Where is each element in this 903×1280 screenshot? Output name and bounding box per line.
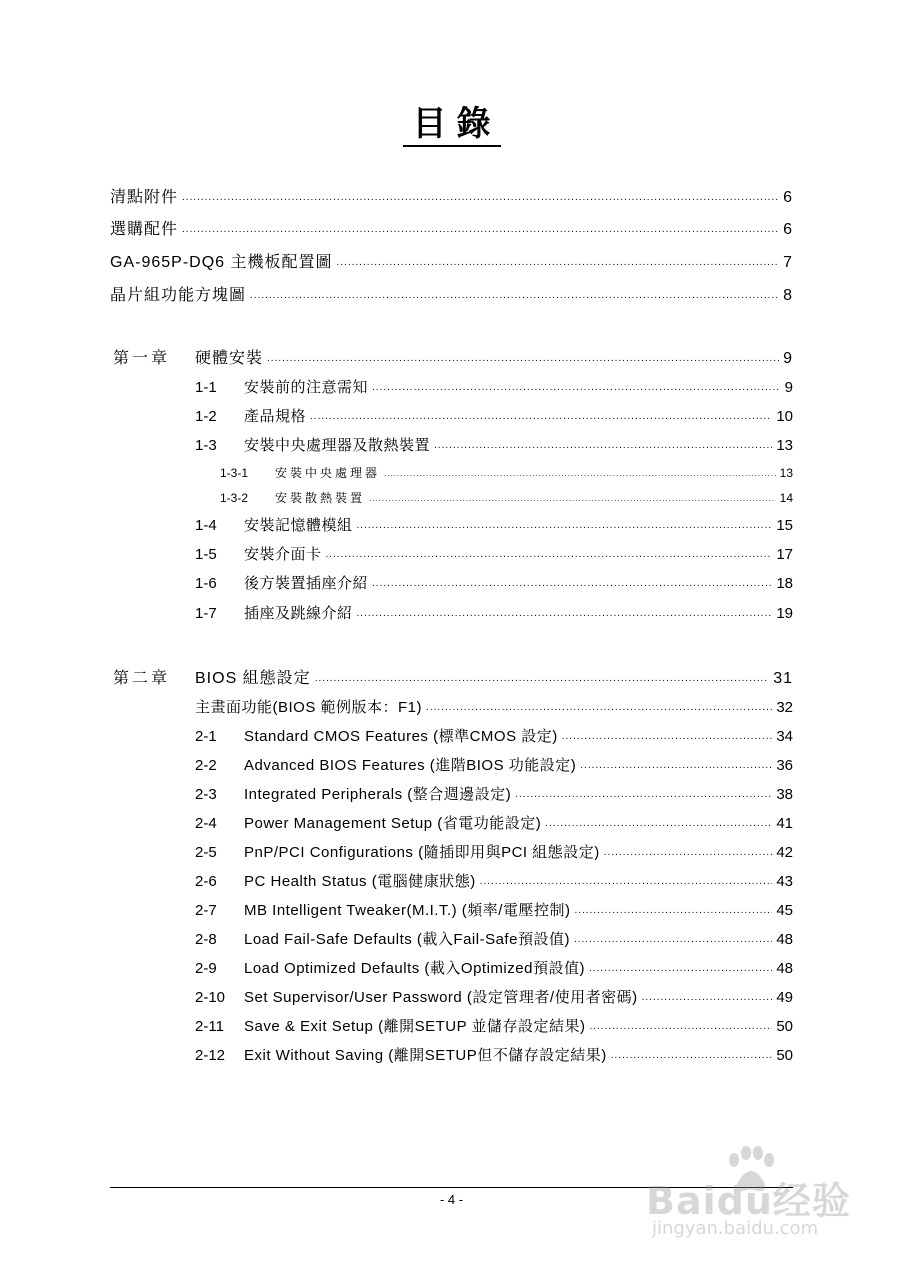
toc-entry-page: 8 xyxy=(783,287,793,304)
toc-entry-page: 6 xyxy=(783,189,793,206)
toc-section[interactable] xyxy=(195,1044,793,1065)
dot-leader xyxy=(372,579,772,589)
subsection-number: 1-3-2 xyxy=(220,491,249,505)
section-label: 後方裝置插座介紹 xyxy=(244,575,369,592)
section-label: PnP/PCI Configurations (隨插即用與PCI 組態設定) xyxy=(244,844,600,861)
section-page: 19 xyxy=(776,605,793,622)
section-page: 43 xyxy=(776,873,793,890)
section-page: 36 xyxy=(776,757,793,774)
watermark-url: jingyan.baidu.com xyxy=(652,1218,819,1239)
subsection-page: 14 xyxy=(779,491,793,505)
chapter-2-heading[interactable] xyxy=(113,665,793,688)
section-label: 主畫面功能(BIOS 範例版本：F1) xyxy=(195,699,423,716)
section-label: Load Optimized Defaults (載入Optimized預設值) xyxy=(244,960,585,977)
toc-section[interactable] xyxy=(195,783,793,804)
dot-leader xyxy=(574,906,772,916)
section-number: 1-5 xyxy=(195,546,217,563)
dot-leader xyxy=(267,354,779,364)
baidu-watermark xyxy=(646,1140,876,1250)
section-page: 32 xyxy=(776,699,793,716)
section-page: 17 xyxy=(776,546,793,563)
section-label: Exit Without Saving (離開SETUP但不儲存設定結果) xyxy=(244,1047,607,1064)
toc-section[interactable] xyxy=(195,754,793,775)
section-label: 安裝中央處理器及散熱裝置 xyxy=(244,437,431,454)
dot-leader xyxy=(611,1051,773,1061)
dot-leader xyxy=(434,441,772,451)
dot-leader xyxy=(369,495,776,503)
toc-section[interactable] xyxy=(195,899,793,920)
section-number: 1-2 xyxy=(195,408,217,425)
section-page: 9 xyxy=(784,379,793,396)
section-page: 41 xyxy=(776,815,793,832)
section-number: 1-7 xyxy=(195,605,217,622)
chapter-number: 第一章 xyxy=(113,350,171,367)
subsection-label: 安裝散熱裝置 xyxy=(275,491,366,505)
toc-entry-page: 6 xyxy=(783,221,793,238)
dot-leader xyxy=(372,383,781,393)
section-number: 2-7 xyxy=(195,902,217,919)
toc-entry-label: 清點附件 xyxy=(110,189,179,206)
dot-leader xyxy=(315,674,770,684)
section-label: 安裝記憶體模組 xyxy=(244,517,353,534)
section-label: Integrated Peripherals (整合週邊設定) xyxy=(244,786,512,803)
dot-leader xyxy=(642,993,773,1003)
toc-section[interactable] xyxy=(195,870,793,891)
dot-leader xyxy=(604,848,773,858)
section-page: 34 xyxy=(776,728,793,745)
toc-entry-label: 晶片組功能方塊圖 xyxy=(110,287,247,304)
page-number: - 4 - xyxy=(439,1192,464,1207)
dot-leader xyxy=(357,521,773,531)
chapter-title: BIOS 組態設定 xyxy=(195,670,311,687)
page-title: 目錄 xyxy=(0,96,903,145)
chapter-number: 第二章 xyxy=(113,670,171,687)
toc-section[interactable] xyxy=(195,986,793,1007)
dot-leader xyxy=(580,761,772,771)
dot-leader xyxy=(545,819,772,829)
subsection-number: 1-3-1 xyxy=(220,466,249,480)
chapter-1-heading[interactable] xyxy=(113,345,793,368)
watermark-brand: Baidu经验 xyxy=(646,1179,851,1223)
dot-leader xyxy=(480,877,773,887)
subsection-page: 13 xyxy=(779,466,793,480)
dot-leader xyxy=(589,964,772,974)
section-label: MB Intelligent Tweaker(M.I.T.) (頻率/電壓控制) xyxy=(244,902,571,919)
section-label: Advanced BIOS Features (進階BIOS 功能設定) xyxy=(244,757,577,774)
section-label: 安裝前的注意需知 xyxy=(244,379,369,396)
toc-section[interactable] xyxy=(195,696,793,717)
section-number: 1-1 xyxy=(195,379,217,396)
section-page: 15 xyxy=(776,517,793,534)
section-label: PC Health Status (電腦健康狀態) xyxy=(244,873,476,890)
toc-section[interactable] xyxy=(195,928,793,949)
section-number: 2-2 xyxy=(195,757,217,774)
toc-section[interactable] xyxy=(195,812,793,833)
toc-entry[interactable] xyxy=(110,216,793,239)
dot-leader xyxy=(326,550,773,560)
dot-leader xyxy=(574,935,772,945)
toc-section[interactable] xyxy=(195,841,793,862)
chapter-page: 9 xyxy=(783,350,793,367)
section-label: Power Management Setup (省電功能設定) xyxy=(244,815,542,832)
section-number: 2-4 xyxy=(195,815,217,832)
section-label: Save & Exit Setup (離開SETUP 並儲存設定結果) xyxy=(244,1018,586,1035)
section-number: 1-3 xyxy=(195,437,217,454)
section-page: 49 xyxy=(776,989,793,1006)
toc-entry[interactable] xyxy=(110,249,793,272)
toc-section[interactable] xyxy=(195,405,793,426)
dot-leader xyxy=(310,412,772,422)
section-number: 2-3 xyxy=(195,786,217,803)
chapter-title: 硬體安裝 xyxy=(195,350,264,367)
section-label: 產品規格 xyxy=(244,408,307,425)
section-page: 13 xyxy=(776,437,793,454)
toc-subsection[interactable] xyxy=(220,464,793,481)
section-number: 2-6 xyxy=(195,873,217,890)
dot-leader xyxy=(426,703,772,713)
section-label: Set Supervisor/User Password (設定管理者/使用者密碼) xyxy=(244,989,638,1006)
section-label: Standard CMOS Features (標準CMOS 設定) xyxy=(244,728,558,745)
toc-entry[interactable] xyxy=(110,282,793,305)
section-page: 42 xyxy=(776,844,793,861)
toc-subsection[interactable] xyxy=(220,489,793,506)
dot-leader xyxy=(357,609,773,619)
section-number: 2-9 xyxy=(195,960,217,977)
section-page: 18 xyxy=(776,575,793,592)
toc-section[interactable] xyxy=(195,725,793,746)
subsection-label: 安裝中央處理器 xyxy=(275,466,381,480)
toc-entry[interactable] xyxy=(110,184,793,207)
dot-leader xyxy=(589,1022,772,1032)
section-label: 插座及跳線介紹 xyxy=(244,605,353,622)
dot-leader xyxy=(515,790,772,800)
section-page: 10 xyxy=(776,408,793,425)
section-number: 2-11 xyxy=(195,1018,224,1035)
section-number: 1-6 xyxy=(195,575,217,592)
dot-leader xyxy=(182,193,779,203)
section-page: 38 xyxy=(776,786,793,803)
toc-entry-page: 7 xyxy=(783,254,793,271)
toc-section[interactable] xyxy=(195,543,793,564)
toc-section[interactable] xyxy=(195,514,793,535)
toc-entry-label: 選購配件 xyxy=(110,221,179,238)
toc-entry-label: GA-965P-DQ6 主機板配置圖 xyxy=(110,254,333,271)
section-number: 2-5 xyxy=(195,844,217,861)
chapter-page: 31 xyxy=(773,670,793,687)
dot-leader xyxy=(250,291,779,301)
toc-section[interactable] xyxy=(195,1015,793,1036)
dot-leader xyxy=(384,470,776,478)
section-number: 2-8 xyxy=(195,931,217,948)
section-page: 48 xyxy=(776,931,793,948)
toc-section[interactable] xyxy=(195,434,793,455)
section-page: 45 xyxy=(776,902,793,919)
section-number: 2-12 xyxy=(195,1047,226,1064)
section-number: 2-1 xyxy=(195,728,217,745)
section-page: 48 xyxy=(776,960,793,977)
section-label: Load Fail-Safe Defaults (載入Fail-Safe預設值) xyxy=(244,931,570,948)
dot-leader xyxy=(337,258,780,268)
toc-section[interactable] xyxy=(195,376,793,397)
toc-section[interactable] xyxy=(195,957,793,978)
dot-leader xyxy=(182,225,779,235)
section-page: 50 xyxy=(776,1018,793,1035)
section-label: 安裝介面卡 xyxy=(244,546,322,563)
section-page: 50 xyxy=(776,1047,793,1064)
section-number: 1-4 xyxy=(195,517,217,534)
toc-section[interactable] xyxy=(195,602,793,623)
dot-leader xyxy=(562,732,773,742)
section-number: 2-10 xyxy=(195,989,226,1006)
toc-section[interactable] xyxy=(195,572,793,593)
